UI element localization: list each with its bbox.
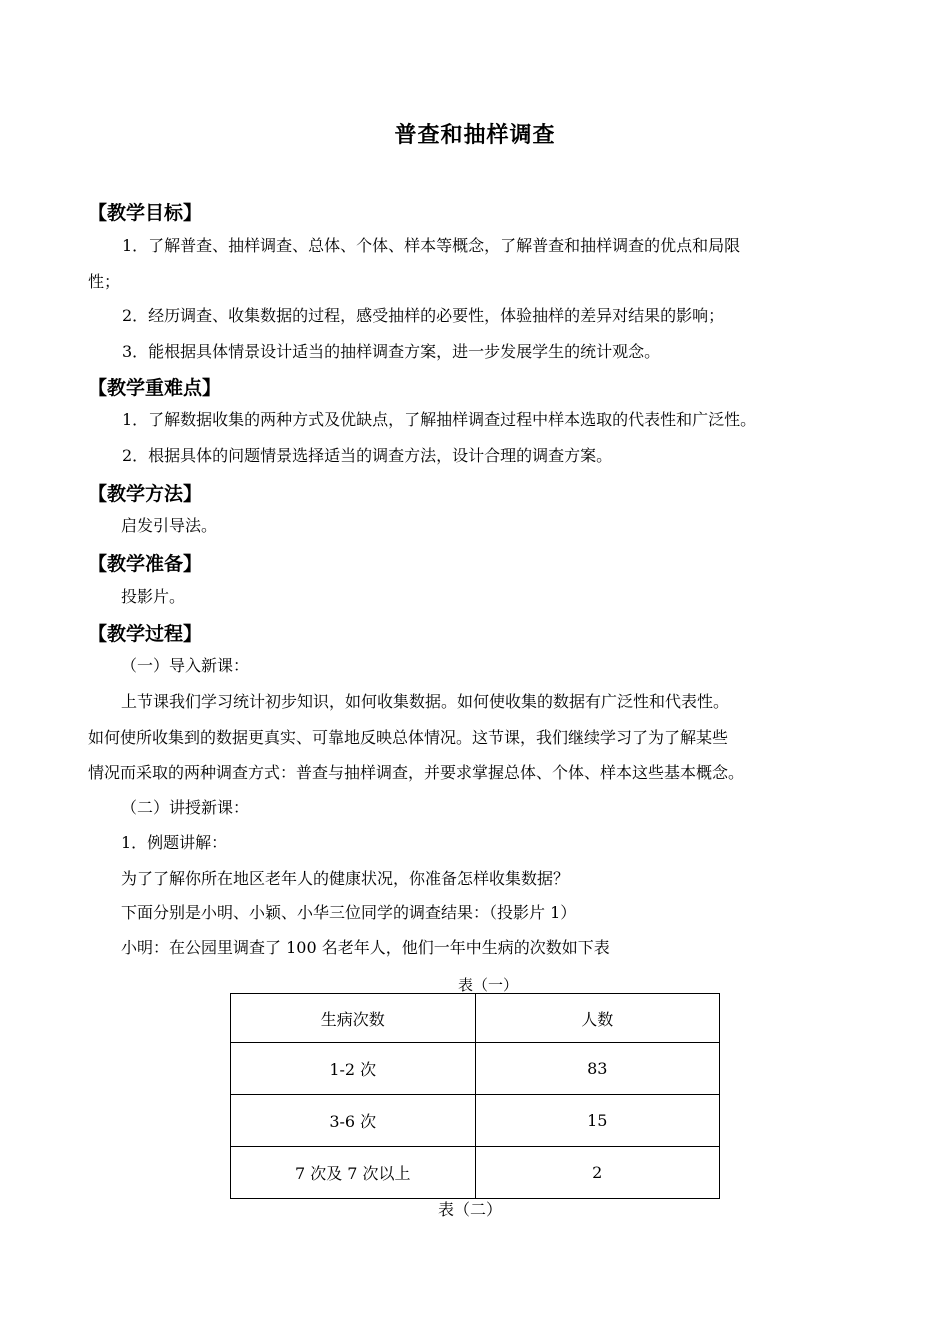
- process-paragraph-line-3: 情况而采取的两种调查方式：普查与抽样调查，并要求掌握总体、个体、样本这些基本概念。: [88, 763, 745, 782]
- objective-item-2: 2．经历调查、收集数据的过程，感受抽样的必要性，体验抽样的差异对结果的影响；: [122, 306, 725, 325]
- preparation-text: 投影片。: [121, 587, 186, 606]
- table-cell: 1-2 次: [231, 1043, 476, 1095]
- table-cell: 2: [475, 1147, 720, 1199]
- objective-item-1-line-2: 性；: [88, 272, 121, 291]
- methods-text: 启发引导法。: [121, 516, 218, 535]
- section-heading-objectives: 【教学目标】: [88, 202, 203, 224]
- example-xiaoming-result: 小明：在公园里调查了 100 名老年人，他们一年中生病的次数如下表: [121, 938, 610, 957]
- section-heading-methods: 【教学方法】: [88, 483, 203, 505]
- key-point-item-1: 1．了解数据收集的两种方式及优缺点，了解抽样调查过程中样本选取的代表性和广泛性。: [122, 410, 757, 429]
- table-row: [231, 1147, 720, 1199]
- section-heading-key-points: 【教学重难点】: [88, 377, 222, 399]
- example-survey-intro: 下面分别是小明、小颖、小华三位同学的调查结果：（投影片 1）: [121, 903, 577, 922]
- key-point-item-2: 2．根据具体的问题情景选择适当的调查方法，设计合理的调查方案。: [122, 446, 613, 465]
- example-question: 为了了解你所在地区老年人的健康状况，你准备怎样收集数据？: [121, 869, 570, 888]
- process-part-1-label: （一）导入新课：: [121, 656, 250, 675]
- process-paragraph-line-2: 如何使所收集到的数据更真实、可靠地反映总体情况。这节课，我们继续学习了为了解某些: [88, 728, 729, 747]
- section-heading-preparation: 【教学准备】: [88, 553, 203, 575]
- process-paragraph-line-1: 上节课我们学习统计初步知识，如何收集数据。如何使收集的数据有广泛性和代表性。: [121, 692, 730, 711]
- table-header-cell: 人数: [475, 994, 720, 1043]
- table-1-caption: 表（一）: [458, 976, 519, 994]
- table-cell: 83: [475, 1043, 720, 1095]
- page-title: 普查和抽样调查: [394, 122, 556, 148]
- table-row: [231, 1043, 720, 1095]
- section-heading-process: 【教学过程】: [88, 623, 203, 645]
- objective-item-1-line-1: 1．了解普查、抽样调查、总体、个体、样本等概念，了解普查和抽样调查的优点和局限: [122, 236, 741, 255]
- table-2-caption: 表（二）: [438, 1200, 503, 1219]
- illness-count-table: [230, 993, 720, 1199]
- objective-item-3: 3．能根据具体情景设计适当的抽样调查方案，进一步发展学生的统计观念。: [122, 342, 661, 361]
- table-cell: 7 次及 7 次以上: [231, 1147, 476, 1199]
- table-row: [231, 1095, 720, 1147]
- table-cell: 3-6 次: [231, 1095, 476, 1147]
- table-cell: 15: [475, 1095, 720, 1147]
- table-header-row: [231, 994, 720, 1043]
- process-part-2-label: （二）讲授新课：: [121, 798, 250, 817]
- table-header-cell: 生病次数: [231, 994, 476, 1043]
- example-label: 1．例题讲解：: [121, 833, 228, 852]
